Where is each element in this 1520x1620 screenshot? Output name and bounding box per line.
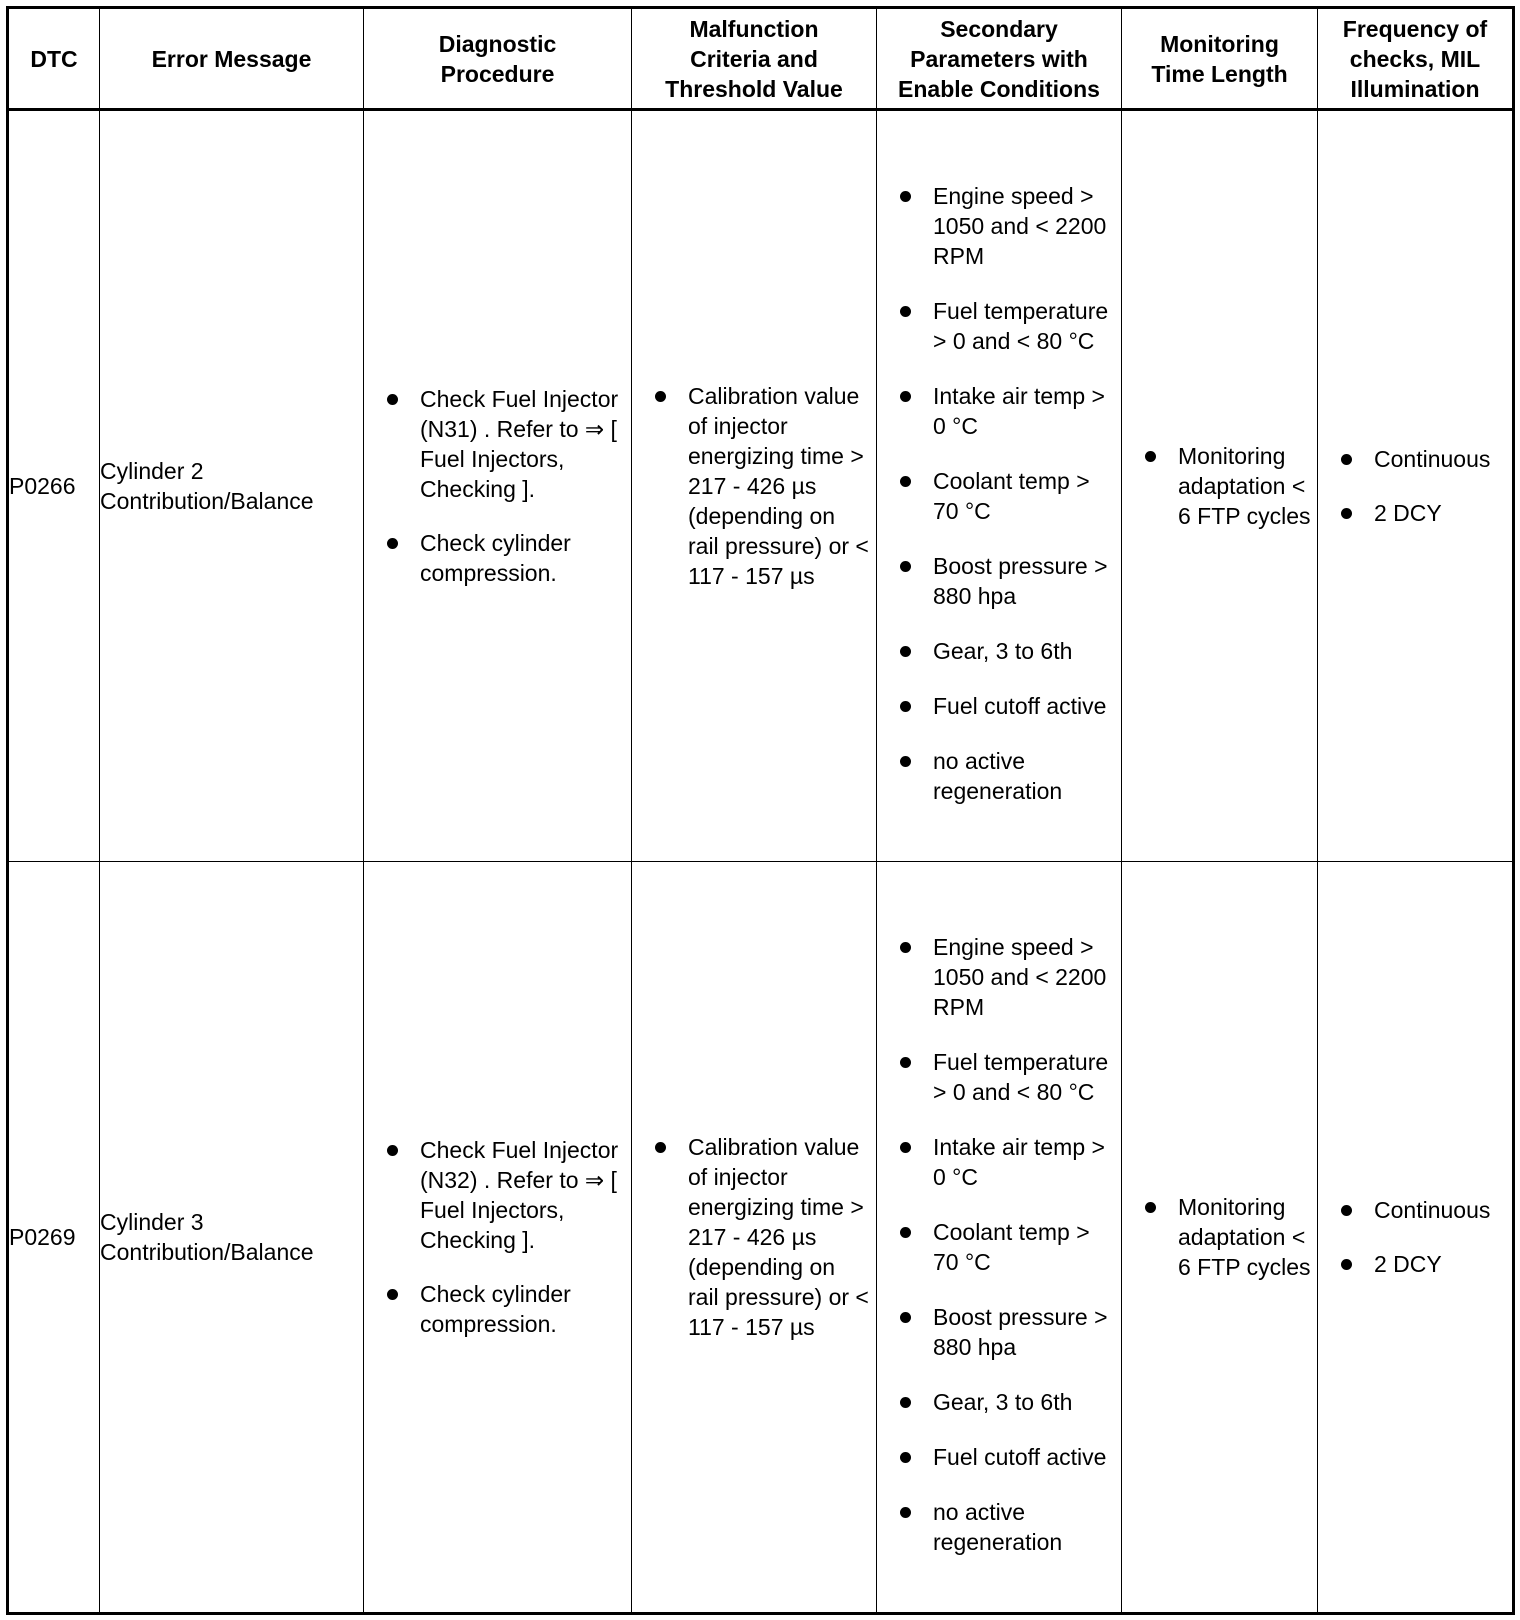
diagnostic-procedure xyxy=(364,862,632,1614)
frequency xyxy=(1318,862,1514,1614)
secondary-parameters xyxy=(877,862,1122,1614)
condition-item: Engine speed > 1050 and < 2200 RPM xyxy=(933,932,1117,1022)
condition-item: Gear, 3 to 6th xyxy=(933,636,1117,666)
frequency-item: Continuous xyxy=(1374,1195,1512,1225)
dtc-code: P0269 xyxy=(8,862,100,1614)
header-dtc: DTC xyxy=(8,8,100,110)
condition-item: no active regeneration xyxy=(933,1497,1117,1557)
header-secondary-parameters: Secondary Parameters with Enable Conditions xyxy=(877,8,1122,110)
condition-item: Fuel cutoff active xyxy=(933,691,1117,721)
table-row xyxy=(8,110,1514,862)
malfunction-criteria xyxy=(632,862,877,1614)
secondary-parameters xyxy=(877,110,1122,862)
error-message-line: Cylinder 2 xyxy=(100,458,204,484)
diagnostic-procedure xyxy=(364,110,632,862)
condition-item: Intake air temp > 0 °C xyxy=(933,381,1117,441)
header-row xyxy=(8,8,1514,110)
header-malfunction-criteria: Malfunction Criteria and Threshold Value xyxy=(632,8,877,110)
malfunction-criteria xyxy=(632,110,877,862)
criteria-item: Calibration value of injector energizing time > 217 - 426 µs (depending on rail pressure) or < 117 - 157 µs xyxy=(688,383,869,589)
frequency-item: 2 DCY xyxy=(1374,1249,1512,1279)
error-message-line: Cylinder 3 xyxy=(100,1209,204,1235)
dtc-code: P0266 xyxy=(8,110,100,862)
procedure-step: Check Fuel Injector (N32) . Refer to ⇒ [ Fuel Injectors, Checking ]. xyxy=(420,1135,621,1255)
condition-item: Gear, 3 to 6th xyxy=(933,1387,1117,1417)
condition-item: Intake air temp > 0 °C xyxy=(933,1132,1117,1192)
condition-item: Boost pressure > 880 hpa xyxy=(933,551,1117,611)
frequency-item: 2 DCY xyxy=(1374,498,1512,528)
monitoring-item: Monitoring adaptation < 6 FTP cycles xyxy=(1178,1194,1311,1280)
dtc-table xyxy=(6,6,1515,1615)
header-error-message: Error Message xyxy=(100,8,364,110)
frequency-item: Continuous xyxy=(1374,444,1512,474)
monitoring-item: Monitoring adaptation < 6 FTP cycles xyxy=(1178,443,1311,529)
error-message xyxy=(100,110,364,862)
condition-item: Engine speed > 1050 and < 2200 RPM xyxy=(933,181,1117,271)
condition-item: Coolant temp > 70 °C xyxy=(933,1217,1117,1277)
condition-item: Boost pressure > 880 hpa xyxy=(933,1302,1117,1362)
condition-item: Fuel temperature > 0 and < 80 °C xyxy=(933,296,1117,356)
error-message xyxy=(100,862,364,1614)
monitoring-time xyxy=(1122,862,1318,1614)
header-monitoring-time: Monitoring Time Length xyxy=(1122,8,1318,110)
header-diagnostic-procedure: Diagnostic Procedure xyxy=(364,8,632,110)
condition-item: Fuel temperature > 0 and < 80 °C xyxy=(933,1047,1117,1107)
criteria-item: Calibration value of injector energizing time > 217 - 426 µs (depending on rail pressure) or < 117 - 157 µs xyxy=(688,1134,869,1340)
header-frequency: Frequency of checks, MIL Illumination xyxy=(1318,8,1514,110)
error-message-line: Contribution/Balance xyxy=(100,488,314,514)
table-row xyxy=(8,862,1514,1614)
monitoring-time xyxy=(1122,110,1318,862)
procedure-step: Check cylinder compression. xyxy=(420,1279,621,1339)
procedure-step: Check Fuel Injector (N31) . Refer to ⇒ [ Fuel Injectors, Checking ]. xyxy=(420,384,621,504)
frequency xyxy=(1318,110,1514,862)
procedure-step: Check cylinder compression. xyxy=(420,528,621,588)
condition-item: no active regeneration xyxy=(933,746,1117,806)
condition-item: Fuel cutoff active xyxy=(933,1442,1117,1472)
error-message-line: Contribution/Balance xyxy=(100,1239,314,1265)
condition-item: Coolant temp > 70 °C xyxy=(933,466,1117,526)
